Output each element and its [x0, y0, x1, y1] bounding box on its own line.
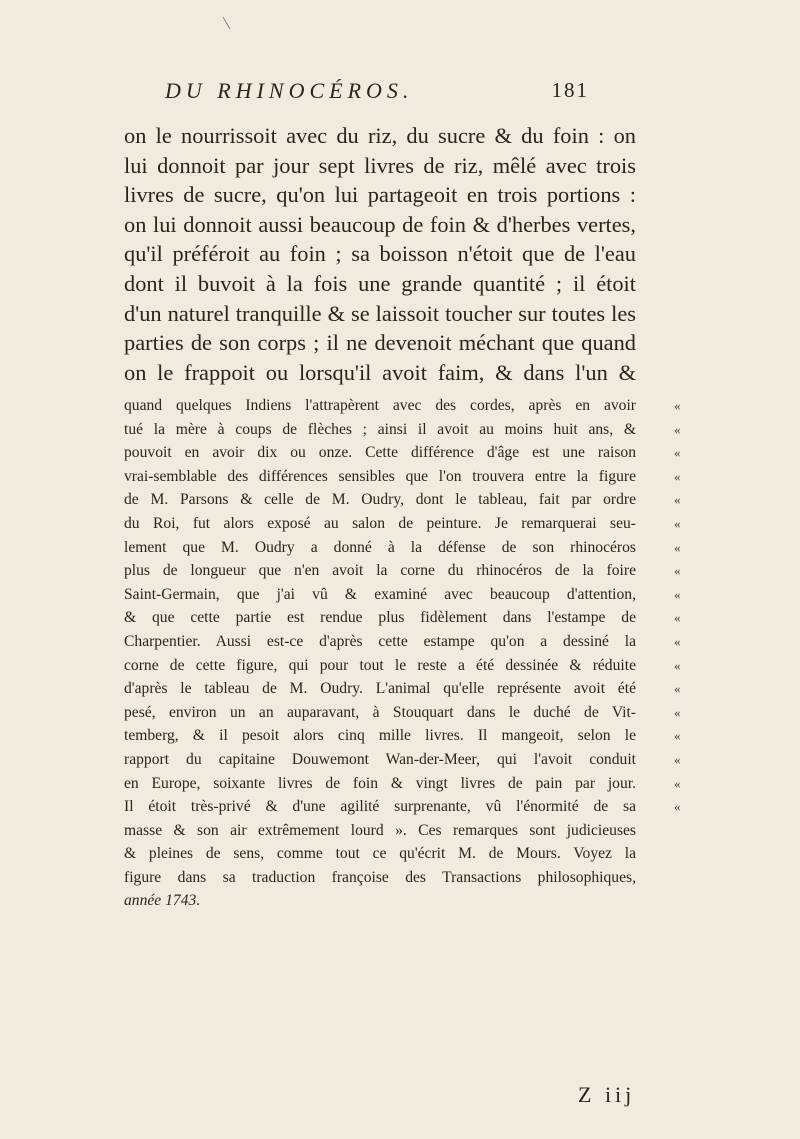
quote-mark: « [674, 398, 681, 413]
running-title: DU RHINOCÉROS. [165, 78, 414, 103]
text-line: parties de son corps ; il ne devenoit méchant que quand [124, 330, 636, 356]
quote-line: Il étoit très-privé & d'une agilité surprenante, vû l'énormité de sa [124, 798, 636, 816]
quote-mark: « [674, 468, 681, 484]
paper-mark [223, 17, 231, 30]
quote-line: en Europe, soixante livres de foin & vingt livres de pain par jour. [124, 774, 636, 792]
quote-mark: « [674, 610, 681, 626]
quote-mark: « [674, 563, 681, 579]
quote-mark: « [674, 681, 681, 697]
quote-line: année 1743. [124, 892, 201, 910]
main-paragraph [124, 121, 636, 387]
quote-mark: « [674, 751, 681, 767]
text-line: livres de sucre, qu'on lui partageoit en trois portions : [124, 182, 636, 208]
quote-line: lement que M. Oudry a donné à la défense de son rhinocéros [124, 538, 636, 556]
quote-line: du Roi, fut alors exposé au salon de peinture. Je remarquerai seu- [124, 514, 636, 532]
quote-line: plus de longueur que n'en avoit la corne du rhinocéros de la foire [124, 562, 636, 580]
text-line: qu'il préféroit au foin ; sa boisson n'étoit que de l'eau [124, 241, 636, 267]
quote-mark: « [674, 445, 681, 461]
signature-mark: Z iij [578, 1082, 636, 1107]
quote-mark: « [674, 633, 681, 649]
quotation-marks-column [674, 394, 694, 819]
text-line: on le frappoit ou lorsqu'il avoit faim, & dans l'un & [124, 359, 636, 385]
page-header [165, 78, 589, 108]
quote-mark: « [674, 657, 681, 673]
text-line: d'un naturel tranquille & se laissoit toucher sur toutes les [124, 300, 636, 326]
quote-mark: « [674, 586, 681, 602]
quoted-footnote [124, 394, 636, 913]
quote-line: pouvoit en avoir dix ou onze. Cette différence d'âge est une raison [124, 444, 636, 462]
quote-line: quand quelques Indiens l'attrapèrent avec des cordes, après en avoir [124, 397, 636, 414]
quote-line: pesé, environ un an auparavant, à Stouquart dans le duché de Vit- [124, 703, 636, 721]
quote-mark: « [674, 421, 681, 437]
quote-mark: « [674, 799, 681, 815]
quote-line: figure dans sa traduction françoise des Transactions philosophiques, [124, 868, 636, 886]
quote-mark: « [674, 492, 681, 508]
quote-line: de M. Parsons & celle de M. Oudry, dont le tableau, fait par ordre [124, 491, 636, 509]
text-line: dont il buvoit à la fois une grande quantité ; il étoit [124, 270, 636, 296]
quote-mark: « [674, 728, 681, 744]
quote-mark: « [674, 775, 681, 791]
quote-mark: « [674, 704, 681, 720]
quote-line: Charpentier. Aussi est-ce d'après cette estampe qu'on a dessiné la [124, 632, 636, 650]
page-number: 181 [551, 78, 589, 102]
quote-line: tué la mère à coups de flèches ; ainsi il avoit au moins huit ans, & [124, 420, 636, 438]
quote-line: Saint-Germain, que j'ai vû & examiné avec beaucoup d'attention, [124, 585, 636, 603]
quote-line: corne de cette figure, qui pour tout le reste a été dessinée & réduite [124, 656, 636, 674]
quote-line: d'après le tableau de M. Oudry. L'animal qu'elle représente avoit été [124, 680, 636, 698]
quote-line: masse & son air extrêmement lourd ». Ces remarques sont judicieuses [124, 821, 636, 839]
text-line: on le nourrissoit avec du riz, du sucre & du foin : on [124, 123, 636, 148]
text-line: on lui donnoit aussi beaucoup de foin & d'herbes vertes, [124, 211, 636, 237]
quote-line: vrai-semblable des différences sensibles que l'on trouvera entre la figure [124, 467, 636, 485]
quote-line: rapport du capitaine Douwemont Wan-der-Meer, qui l'avoit conduit [124, 750, 636, 768]
quote-line: & pleines de sens, comme tout ce qu'écrit M. de Mours. Voyez la [124, 845, 636, 863]
quote-line: temberg, & il pesoit alors cinq mille livres. Il mangeoit, selon le [124, 727, 636, 745]
quote-mark: « [674, 539, 681, 555]
quote-line: & que cette partie est rendue plus fidèlement dans l'estampe de [124, 609, 636, 627]
quote-mark: « [674, 515, 681, 531]
text-line: lui donnoit par jour sept livres de riz, mêlé avec trois [124, 152, 636, 178]
